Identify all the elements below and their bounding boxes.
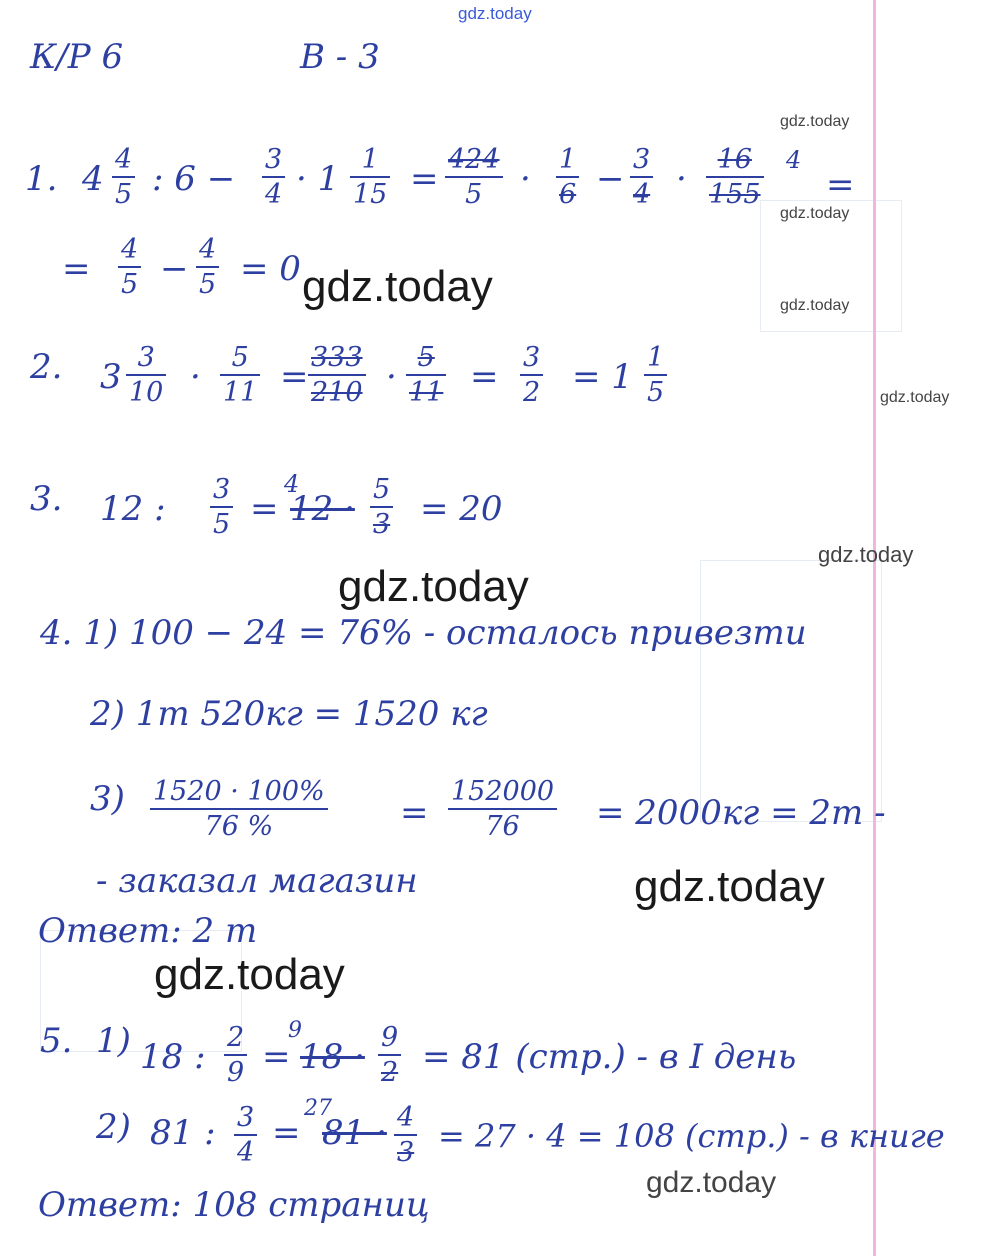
task5-step1-eq: = — [262, 1037, 291, 1077]
task5-step2-left: 81 : — [150, 1113, 216, 1153]
task4-eq1: = — [400, 793, 429, 833]
watermark-small: gdz.today — [646, 1166, 777, 1199]
task2-fraction-f: 1 5 — [644, 344, 667, 406]
task2-eq1: = — [280, 357, 309, 397]
watermark-large: gdz.today — [338, 562, 529, 611]
task4-answer: Ответ: 2 т — [38, 911, 258, 951]
task5-step1-cancel: 9 — [288, 1018, 302, 1043]
task1-line2-result: = 0 — [240, 249, 301, 289]
watermark-large: gdz.today — [634, 862, 825, 911]
task2-fraction-e: 3 2 — [520, 344, 543, 406]
task2-fraction-d: 5 11 — [406, 344, 446, 406]
task1-fraction-g: 16 155 — [706, 146, 764, 208]
task5-step2-cancel: 27 — [304, 1096, 332, 1121]
task2-dot2: · — [386, 357, 397, 397]
task1-fraction-c: 1 15 — [350, 146, 390, 208]
task1-eq-end: = — [826, 165, 855, 205]
task4-line1: 4. 1) 100 − 24 = 76% - осталось привезти — [40, 613, 807, 653]
watermark-top: gdz.today — [458, 4, 532, 23]
task1-fraction-a: 4 5 — [112, 146, 135, 208]
task3-eq: = — [250, 489, 279, 529]
task3-fraction-b: 5 3 — [370, 476, 393, 538]
task5-step2-eq: = — [272, 1113, 301, 1153]
task1-fraction-b: 3 4 — [262, 146, 285, 208]
task4-fraction-a: 1520 · 100% 76 % — [150, 778, 328, 840]
task3-result: = 20 — [420, 489, 503, 529]
task5-step1-fraction-a: 2 9 — [224, 1024, 247, 1086]
task2-eq2: = — [470, 357, 499, 397]
task5-step2-fraction-b: 4 3 — [394, 1104, 417, 1166]
task3-mid: 12 · — [290, 489, 355, 529]
task1-line2-fraction-a: 4 5 — [118, 236, 141, 298]
task4-fraction-b: 152000 76 — [448, 778, 557, 840]
task4-line4: - заказал магазин — [96, 861, 418, 901]
task5-step1-mid: 18 · — [300, 1037, 365, 1077]
task5-step1-result: = 81 (стр.) - в I день — [422, 1037, 797, 1077]
task1-cancel4: 4 — [786, 146, 802, 174]
task1-line2-minus: − — [160, 249, 189, 289]
watermark-small: gdz.today — [780, 205, 850, 222]
task3-fraction-a: 3 5 — [210, 476, 233, 538]
task1-fraction-d: 424 5 — [445, 146, 503, 208]
task5-step2-fraction-a: 3 4 — [234, 1104, 257, 1166]
task1-fraction-e: 1 6 — [556, 146, 579, 208]
task1-minus: − — [596, 159, 625, 199]
task5-answer: Ответ: 108 страниц — [38, 1185, 430, 1225]
task5-step1-left: 18 : — [140, 1037, 206, 1077]
task3-cancel4: 4 — [284, 470, 300, 498]
task4-line2: 2) 1т 520кг = 1520 кг — [90, 694, 488, 734]
watermark-small: gdz.today — [818, 542, 914, 567]
watermark-small: gdz.today — [880, 389, 950, 406]
task1-dot1: · — [520, 159, 531, 199]
task1-fraction-f: 3 4 — [630, 146, 653, 208]
task1-whole: 4 — [82, 159, 104, 199]
task5-step2-mid: 81 · — [322, 1113, 387, 1153]
task5-number: 5. — [40, 1021, 73, 1061]
task1-eq: = — [410, 159, 439, 199]
task1-div6: : 6 − — [152, 159, 236, 199]
task2-fraction-a: 3 10 — [126, 344, 166, 406]
task4-line3-label: 3) — [90, 779, 125, 819]
task3-number: 3. — [30, 479, 63, 519]
task5-step2-label: 2) — [96, 1107, 131, 1147]
variant-label: В - 3 — [300, 37, 380, 77]
task2-fraction-c: 333 210 — [308, 344, 366, 406]
task1-line2-fraction-b: 4 5 — [196, 236, 219, 298]
watermark-large: gdz.today — [154, 950, 345, 999]
watermark-small: gdz.today — [780, 113, 850, 130]
task1-mul1: · 1 — [296, 159, 340, 199]
grid-patch — [700, 560, 882, 822]
work-title: К/Р 6 — [30, 37, 124, 77]
task1-number: 1. — [25, 159, 58, 199]
task5-step1-fraction-b: 9 2 — [378, 1024, 401, 1086]
watermark-large: gdz.today — [302, 262, 493, 311]
task4-line3-rest: = 2000кг = 2т - — [596, 793, 886, 833]
watermark-small: gdz.today — [780, 297, 850, 314]
task2-whole: 3 — [100, 357, 122, 397]
task1-line2-eq: = — [62, 249, 91, 289]
task3-left: 12 : — [100, 489, 166, 529]
task2-dot1: · — [190, 357, 201, 397]
task5-step2-result: = 27 · 4 = 108 (стр.) - в книге — [438, 1117, 945, 1155]
margin-line — [873, 0, 876, 1256]
task1-dot2: · — [676, 159, 687, 199]
task2-eq3: = 1 — [572, 357, 633, 397]
task2-fraction-b: 5 11 — [220, 344, 260, 406]
task2-number: 2. — [30, 347, 63, 387]
task5-step1-label: 1) — [96, 1021, 131, 1061]
